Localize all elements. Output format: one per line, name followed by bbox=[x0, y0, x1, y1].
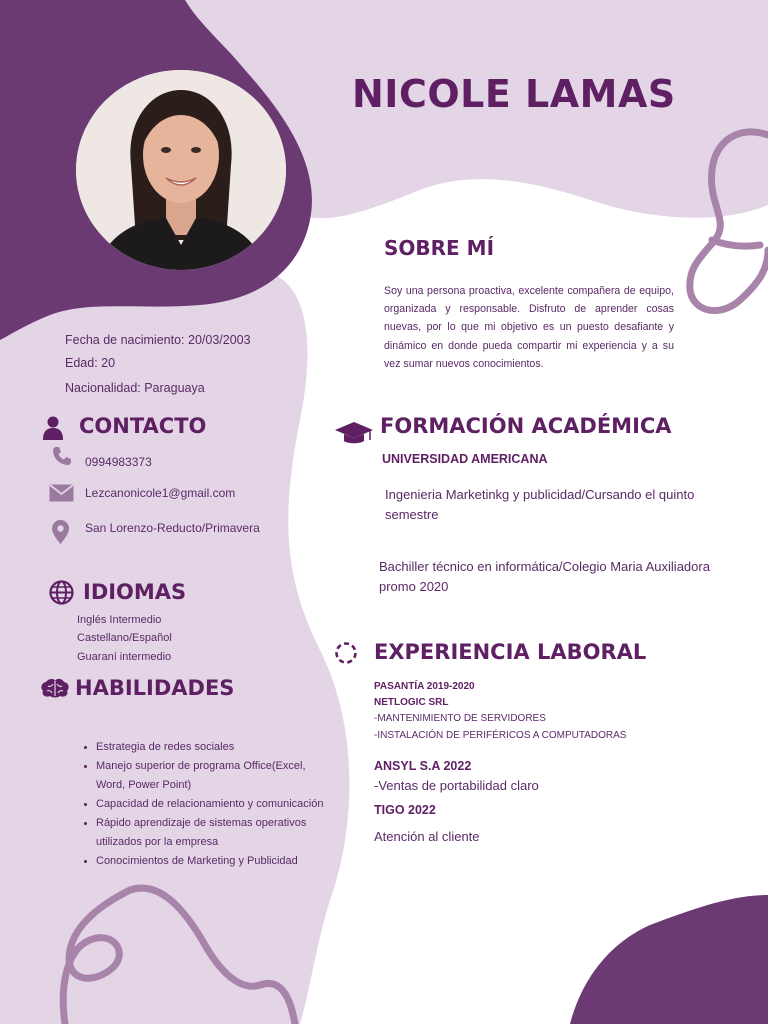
languages-title: IDIOMAS bbox=[83, 580, 187, 604]
job3-task: Atención al cliente bbox=[374, 829, 480, 844]
language-item: Guaraní intermedio bbox=[77, 651, 172, 663]
degree-text: Ingenieria Marketinkg y publicidad/Cursando el quinto semestre bbox=[385, 487, 695, 522]
skill-item: • Conocimientos de Marketing y Publicidad bbox=[96, 852, 336, 871]
language-item: Castellano/Español bbox=[77, 632, 172, 644]
skills-title: HABILIDADES bbox=[75, 676, 235, 700]
mail-icon bbox=[49, 484, 74, 502]
contact-title: CONTACTO bbox=[79, 414, 207, 438]
skills-list bbox=[80, 738, 336, 871]
brain-icon bbox=[40, 678, 70, 698]
job1-period: PASANTÍA 2019-2020 bbox=[374, 681, 475, 692]
nationality: Nacionalidad: Paraguaya bbox=[65, 381, 205, 395]
job1-task: -INSTALACIÓN DE PERIFÉRICOS A COMPUTADORAS bbox=[374, 730, 627, 741]
loading-circle-icon bbox=[333, 640, 359, 666]
person-icon bbox=[42, 416, 64, 440]
email-address: Lezcanonicole1@gmail.com bbox=[85, 486, 236, 500]
about-title: SOBRE MÍ bbox=[384, 236, 495, 260]
phone-number: 0994983373 bbox=[85, 455, 152, 469]
profile-photo bbox=[76, 70, 286, 270]
skill-item: • Estrategia de redes sociales bbox=[96, 738, 336, 757]
about-text: Soy una persona proactiva, excelente compañera de equipo, organizada y responsable. Disfruto de aprender cosas nuevas, por lo que mi objetivo es un puesto desafiante y dinámico en donde pueda compartir mi experiencia y a su vez sumar nuevos conocimientos. bbox=[384, 285, 674, 370]
skill-item: • Capacidad de relacionamiento y comunicación bbox=[96, 795, 336, 814]
birth-date: Fecha de nacimiento: 20/03/2003 bbox=[65, 333, 251, 347]
globe-icon bbox=[49, 580, 74, 605]
language-item: Inglés Intermedio bbox=[77, 614, 162, 626]
job2-task: -Ventas de portabilidad claro bbox=[374, 778, 539, 793]
age: Edad: 20 bbox=[65, 356, 116, 370]
bottom-right-blob bbox=[570, 895, 768, 1024]
location-pin-icon bbox=[52, 520, 69, 544]
university-name: UNIVERSIDAD AMERICANA bbox=[382, 452, 548, 466]
candidate-name: NICOLE LAMAS bbox=[352, 72, 676, 116]
phone-icon bbox=[52, 446, 72, 466]
job1-company: NETLOGIC SRL bbox=[374, 697, 449, 708]
education-title: FORMACIÓN ACADÉMICA bbox=[380, 414, 672, 438]
school-text: Bachiller técnico en informática/Colegio Maria Auxiliadora promo 2020 bbox=[379, 559, 710, 594]
job1-task: -MANTENIMIENTO DE SERVIDORES bbox=[374, 713, 546, 724]
skill-item: • Manejo superior de programa Office(Excel, Word, Power Point) bbox=[96, 757, 336, 795]
job2-company: ANSYL S.A 2022 bbox=[374, 759, 472, 773]
experience-title: EXPERIENCIA LABORAL bbox=[374, 640, 647, 664]
skill-item: • Rápido aprendizaje de sistemas operativos utilizados por la empresa bbox=[96, 814, 336, 852]
job3-company: TIGO 2022 bbox=[374, 803, 436, 817]
address: San Lorenzo-Reducto/Primavera bbox=[85, 521, 260, 535]
graduation-cap-icon bbox=[334, 420, 374, 446]
